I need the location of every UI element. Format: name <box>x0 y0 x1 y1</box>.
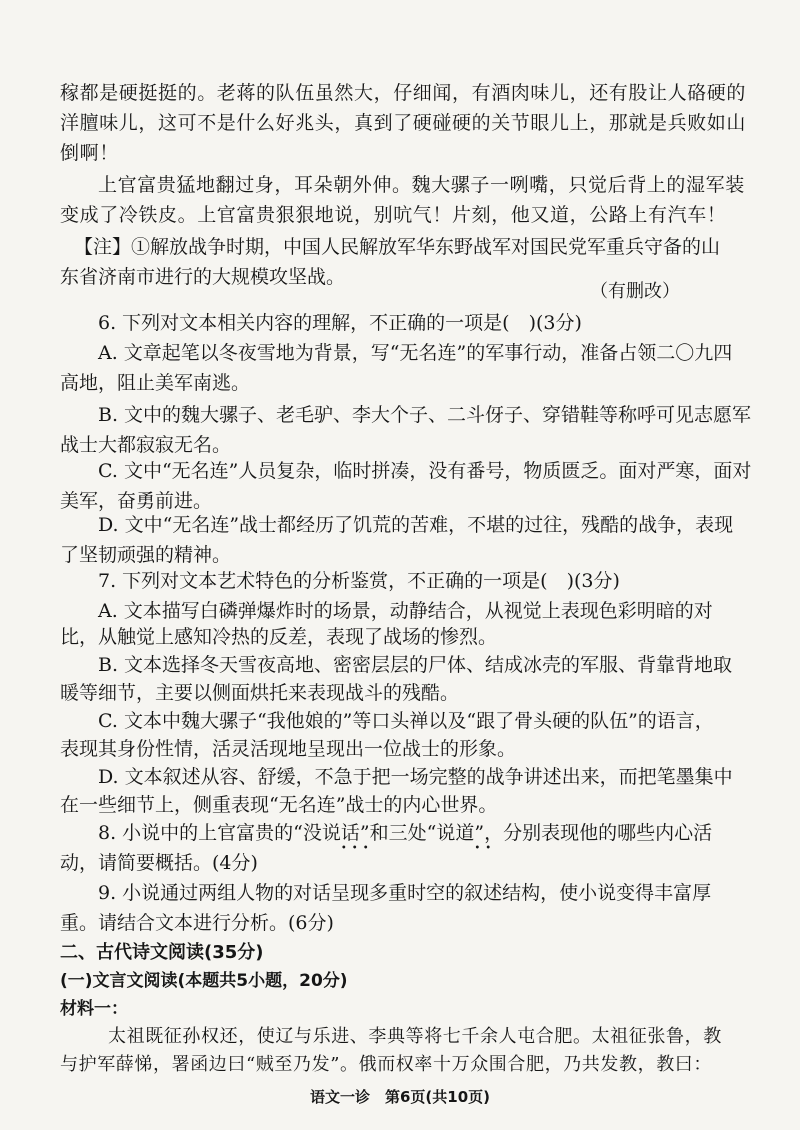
question-7-option-b: 暖等细节，主要以侧面烘托来表现战斗的残酷。 <box>60 682 460 704</box>
emphasis-mark: 说道 • • <box>436 822 474 844</box>
question-6-option-c: C. 文中“无名连”人员复杂，临时拼凑，没有番号，物质匮乏。面对严寒，面对 <box>98 460 752 482</box>
passage-line: 稼都是硬挺挺的。老蒋的队伍虽然大，仔细闻，有酒肉味儿，还有股让人硌硬的 <box>60 82 747 104</box>
question-6-option-b: 战士大都寂寂无名。 <box>60 434 232 456</box>
question-7-option-d: 在一些细节上，侧重表现“无名连”战士的内心世界。 <box>60 794 498 816</box>
passage-line: 变成了冷铁皮。上官富贵狠狠地说，别吭气！片刻，他又道，公路上有汽车！ <box>60 204 727 226</box>
question-7-option-a: 比，从触觉上感知冷热的反差，表现了战场的惨烈。 <box>60 626 498 648</box>
question-7-option-b: B. 文本选择冬天雪夜高地、密密层层的尸体、结成冰壳的军服、背靠背地取 <box>98 654 733 676</box>
question-6-option-a: 高地，阻止美军南逃。 <box>60 372 251 394</box>
question-9: 重。请结合文本进行分析。(6分) <box>60 912 334 934</box>
question-6-option-d: 了坚韧顽强的精神。 <box>60 544 232 566</box>
source-note: （有删改） <box>590 281 680 302</box>
annotation-note: 东省济南市进行的大规模攻坚战。 <box>60 266 346 288</box>
subsection-heading: (一)文言文阅读(本题共5小题，20分) <box>60 971 348 991</box>
question-7-option-a: A. 文本描写白磷弹爆炸时的场景，动静结合，从视觉上表现色彩明暗的对 <box>98 600 713 622</box>
question-7-option-c: 表现其身份性情，活灵活现地呈现出一位战士的形象。 <box>60 738 517 760</box>
question-9: 9. 小说通过两组人物的对话呈现多重时空的叙述结构，使小说变得丰富厚 <box>98 882 712 904</box>
question-6: 6. 下列对文本相关内容的理解，不正确的一项是( )(3分) <box>98 312 582 334</box>
annotation-note: 【注】①解放战争时期，中国人民解放军华东野战军对国民党军重兵守备的山 <box>74 236 721 258</box>
question-7-option-d: D. 文本叙述从容、舒缓，不急于把一场完整的战争讲述出来，而把笔墨集中 <box>98 766 733 788</box>
passage-line: 上官富贵猛地翻过身，耳朵朝外伸。魏大骡子一咧嘴，只觉后背上的湿军装 <box>98 174 745 196</box>
question-8: 动，请简要概括。(4分) <box>60 852 258 874</box>
question-7-option-c: C. 文本中魏大骡子“我他娘的”等口头禅以及“跟了骨头硬的队伍”的语言， <box>98 710 714 732</box>
question-6-option-a: A. 文章起笔以冬夜雪地为背景，写“无名连”的军事行动，准备占领二〇九四 <box>98 342 733 364</box>
section-heading: 二、古代诗文阅读(35分) <box>60 942 264 963</box>
question-6-option-c: 美军，奋勇前进。 <box>60 490 213 512</box>
classical-text-line: 太祖既征孙权还，使辽与乐进、李典等将七千余人屯合肥。太祖征张鲁，教 <box>108 1026 722 1047</box>
passage-line: 倒啊！ <box>60 142 119 164</box>
passage-line: 洋膻味儿，这可不是什么好兆头，真到了硬碰硬的关节眼儿上，那就是兵败如山 <box>60 112 747 134</box>
page-footer: 语文一诊 第6页(共10页) <box>309 1088 491 1106</box>
question-8: 8. 小说中的上官富贵的“没说话 • • •”和三处“说道 • •”，分别表现他的哪些内心活 <box>60 818 750 848</box>
material-label: 材料一： <box>60 999 128 1019</box>
question-7: 7. 下列对文本艺术特色的分析鉴赏，不正确的一项是( )(3分) <box>98 570 620 592</box>
emphasis-mark: 没说话 • • • <box>303 822 360 844</box>
question-6-option-d: D. 文中“无名连”战士都经历了饥荒的苦难，不堪的过往，残酷的战争，表现 <box>98 514 734 536</box>
classical-text-line: 与护军薛悌，署函边曰“贼至乃发”。俄而权率十万众围合肥，乃共发教，教曰： <box>60 1054 713 1075</box>
question-6-option-b: B. 文中的魏大骡子、老毛驴、李大个子、二斗伢子、穿错鞋等称呼可见志愿军 <box>98 404 752 426</box>
